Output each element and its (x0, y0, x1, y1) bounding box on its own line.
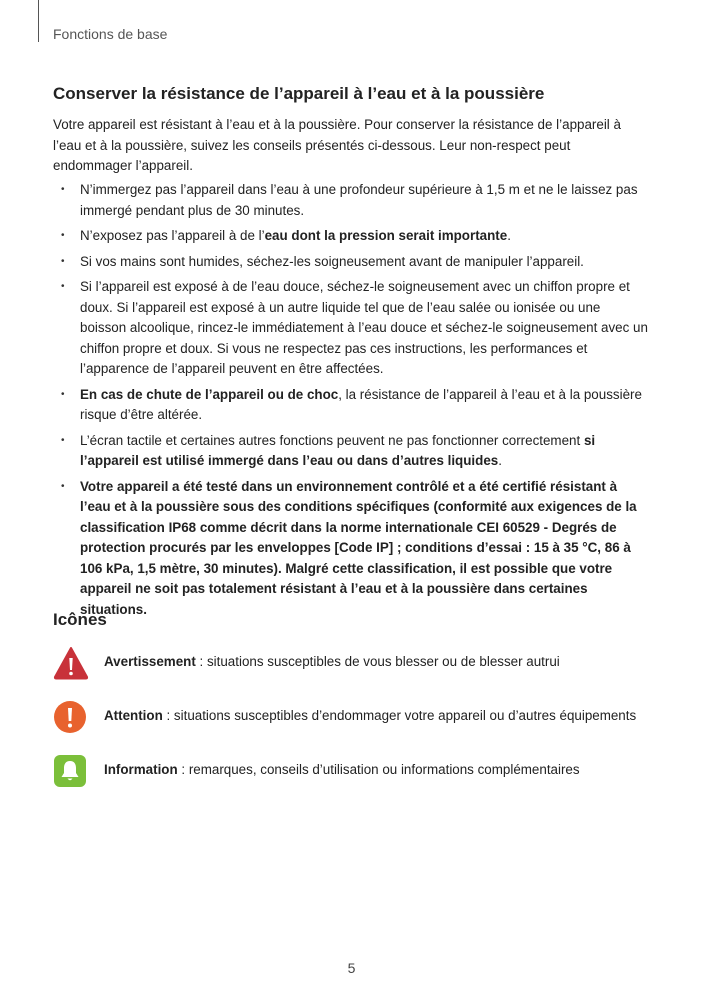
intro-paragraph: Votre appareil est résistant à l’eau et à la poussière. Pour conserver la résistance de l’appareil à l’eau et à la poussière, suivez les conseils présentés ci-dessous. Leur non-respect peut endommager l’appareil. (53, 117, 621, 173)
section-title: Conserver la résistance de l’appareil à l’eau et à la poussière (53, 84, 545, 103)
precautions-list (53, 180, 649, 625)
running-header: Fonctions de base (53, 26, 168, 42)
list-item: • En cas de chute de l’appareil ou de choc, la résistance de l’appareil à l’eau et à la poussière risque d’être altérée. (53, 385, 649, 426)
list-item: • L’écran tactile et certaines autres fonctions peuvent ne pas fonctionner correctement si l’appareil est utilisé immergé dans l’eau ou dans d’autres liquides. (53, 431, 649, 472)
list-item: • N’immergez pas l’appareil dans l’eau à une profondeur supérieure à 1,5 m et ne le laissez pas immergé pendant plus de 30 minutes. (53, 180, 649, 221)
header-rule (38, 0, 39, 42)
list-item: • Si l’appareil est exposé à de l’eau douce, séchez-le soigneusement avec un chiffon propre et doux. Si l’appareil est exposé à un autre liquide tel que de l’eau salée ou ionisée ou une boisson alcoolique, rincez-le immédiatement à l’eau douce et séchez-le soigneusement avec un chiffon propre et doux. Si vous ne respectez pas ces instructions, les performances et l’apparence de l’appareil peuvent en être affectées. (53, 277, 649, 380)
list-item: • Si vos mains sont humides, séchez-les soigneusement avant de manipuler l’appareil. (53, 252, 649, 273)
warning-triangle-icon (53, 646, 89, 680)
icon-row-caution (53, 700, 653, 734)
icon-row-info (53, 754, 653, 788)
caution-description: Attention : situations susceptibles d’endommager votre appareil ou d’autres équipements (104, 708, 637, 723)
info-description: Information : remarques, conseils d’utilisation ou informations complémentaires (104, 762, 580, 777)
list-item: • Votre appareil a été testé dans un environnement contrôlé et a été certifié résistant à l’eau et à la poussière sous des conditions spécifiques (conformité aux exigences de la classification IP68 comme décrit dans la norme internationale CEI 60529 - Degrés de protection procurés par les enveloppes [Code IP] ; conditions d’essai : 15 à 35 °C, 86 à 106 kPa, 1,5 mètre, 30 minutes). Malgré cette classification, il est possible que votre appareil ne soit pas totalement résistant à l’eau et à la poussière dans certaines situations. (53, 477, 649, 621)
bell-icon (53, 754, 87, 788)
list-item: • N’exposez pas l’appareil à de l’eau dont la pression serait importante. (53, 226, 649, 247)
icons-heading: Icônes (53, 610, 107, 629)
page-number: 5 (347, 960, 356, 976)
warning-description: Avertissement : situations susceptibles de vous blesser ou de blesser autrui (104, 654, 560, 669)
icon-row-warning (53, 646, 653, 680)
exclamation-circle-icon (53, 700, 87, 734)
